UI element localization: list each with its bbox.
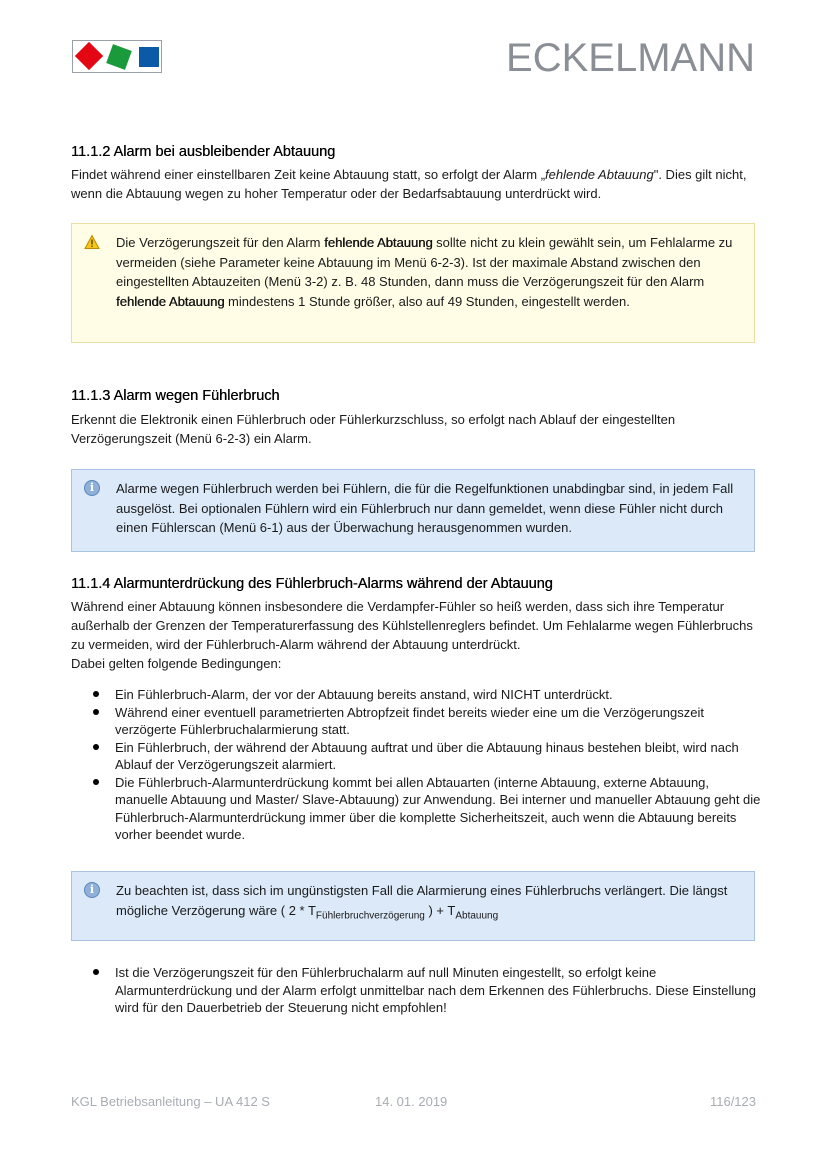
text-part: ) + T (424, 902, 456, 918)
final-list (71, 964, 761, 1017)
heading-11-1-3: 11.1.3 Alarm wegen Fühlerbruch (71, 388, 280, 404)
list-item-text: Ein Fühlerbruch, der während der Abtauung auftrat und über die Abtauung hinaus bestehen bleibt, wird nach Ablauf der Verzögerungszeit alarmiert. (115, 739, 739, 772)
heading-11-1-2: 11.1.2 Alarm bei ausbleibender Abtauung (71, 144, 336, 160)
warning-note (71, 223, 755, 343)
info-icon: i (84, 882, 100, 898)
subscript: Abtauung (455, 910, 499, 922)
footer-page-number: 116/123 (709, 1094, 756, 1109)
list-item (71, 704, 761, 739)
text-part: Findet während einer einstellbaren Zeit keine Abtauung statt, so erfolgt der Alarm „ (71, 167, 546, 182)
paragraph-11-1-3: Erkennt die Elektronik einen Fühlerbruch oder Fühlerkurzschluss, so erfolgt nach Ablauf der eingestellten Verzögerungszeit (Menü 6-2-3) ein Alarm. (71, 412, 676, 446)
footer-date: 14. 01. 2019 (375, 1094, 448, 1109)
list-item-text: Während einer eventuell parametrierten Abtropfzeit findet bereits wieder eine um die Verzögerungszeit verzögerte Fühlerbruchalarmierung statt. (115, 704, 704, 737)
text-part: Die Verzögerungszeit für den Alarm (116, 235, 325, 250)
emphasis-text: fehlende Abtauung (545, 167, 654, 182)
bullet-dot (93, 691, 99, 697)
text-part: Zu beachten ist, dass sich im ungünstigsten Fall die Alarmierung eines Fühlerbruchs verlängert. Die längst mögliche Verzögerung wäre ( 2 * T (116, 883, 728, 918)
text-part: Dabei gelten folgende Bedingungen: (71, 656, 282, 671)
heading-11-1-4: 11.1.4 Alarmunterdrückung des Fühlerbruch-Alarms während der Abtauung (71, 576, 553, 592)
bullet-dot (93, 709, 99, 715)
paragraph-11-1-4 (71, 597, 761, 673)
info-icon: i (84, 480, 100, 496)
logo-blue-square (139, 47, 159, 67)
logo-green-square (106, 44, 132, 70)
text-part: Während einer Abtauung können insbesondere die Verdampfer-Fühler so heiß werden, dass sich ihre Temperatur außerhalb der Grenzen der Temperaturerfassung des Kühlstellenreglers befindet. Um Fehlalarme wegen Fühlerbruchs zu vermeiden, wird der Fühlerbruch-Alarm während der Abtauung unterdrückt. (71, 599, 753, 652)
list-item (71, 686, 761, 704)
bold-term: fehlende Abtauung (116, 293, 225, 309)
paragraph-11-1-2 (71, 165, 761, 203)
brand-name: ECKELMANN (506, 36, 755, 80)
company-logo (72, 40, 162, 73)
list-item-text: Ist die Verzögerungszeit für den Fühlerbruchalarm auf null Minuten eingestellt, so erfolgt keine Alarmunterdrückung und der Alarm erfolgt unmittelbar nach dem Erkennen des Fühlerbruchs. Diese Einstellung wird für den Dauerbetrieb der Steuerung nicht empfohlen! (115, 965, 756, 1015)
logo-red-square (75, 42, 103, 70)
bullet-dot (93, 779, 99, 785)
info-note (71, 469, 755, 552)
list-item-text: Die Fühlerbruch-Alarmunterdrückung kommt bei allen Abtauarten (interne Abtauung, externe Abtauung, manuelle Abtauung und Master/ Slave-Abtauung) zur Anwendung. Bei interner und manueller Abtauung geht die Fühlerbruch-Alarmunterdrückung immer über die komplette Sicherheitszeit, auch wenn die Abtauung bereits vorher beendet wurde. (115, 774, 761, 842)
list-item (71, 964, 761, 1017)
text-part: mindestens 1 Stunde größer, also auf 49 Stunden, eingestellt werden. (224, 293, 630, 309)
list-item-text: Ein Fühlerbruch-Alarm, der vor der Abtauung bereits anstand, wird NICHT unterdrückt. (115, 687, 613, 702)
note-text: Alarme wegen Fühlerbruch werden bei Fühlern, die für die Regelfunktionen unabdingbar sind, in jedem Fall ausgelöst. Bei optionalen Fühlern wird ein Fühlerbruch nur dann gemeldet, wenn diese Fühler nicht durch einen Fühlerscan (Menü 6-1) aus der Überwachung herausgenommen wurden. (116, 481, 734, 535)
text-part: sollte nicht zu klein gewählt sein, um Fehlalarme zu vermeiden (siehe Parameter keine Abtauung im Menü 6-2-3). Ist der maximale Abstand zwischen den eingestellten Abtauzeiten (Menü 3-2) z. B. 48 Stunden, dann muss die Verzögerungszeit für den Alarm (116, 235, 733, 289)
warning-icon (84, 234, 100, 250)
list-item (71, 774, 761, 844)
bullet-dot (93, 969, 99, 975)
bullet-dot (93, 744, 99, 750)
footer-document-title: KGL Betriebsanleitung – UA 412 S (71, 1094, 270, 1109)
info-note-delay (71, 871, 755, 941)
list-item (71, 739, 761, 774)
subscript: Fühlerbruchverzögerung (315, 910, 425, 922)
bold-term: fehlende Abtauung (324, 235, 433, 250)
conditions-list (71, 686, 761, 844)
text-part: ". Dies gilt nicht, wenn die Abtauung wegen zu hoher Temperatur oder der Bedarfsabtauung unterdrückt wird. (71, 167, 747, 201)
